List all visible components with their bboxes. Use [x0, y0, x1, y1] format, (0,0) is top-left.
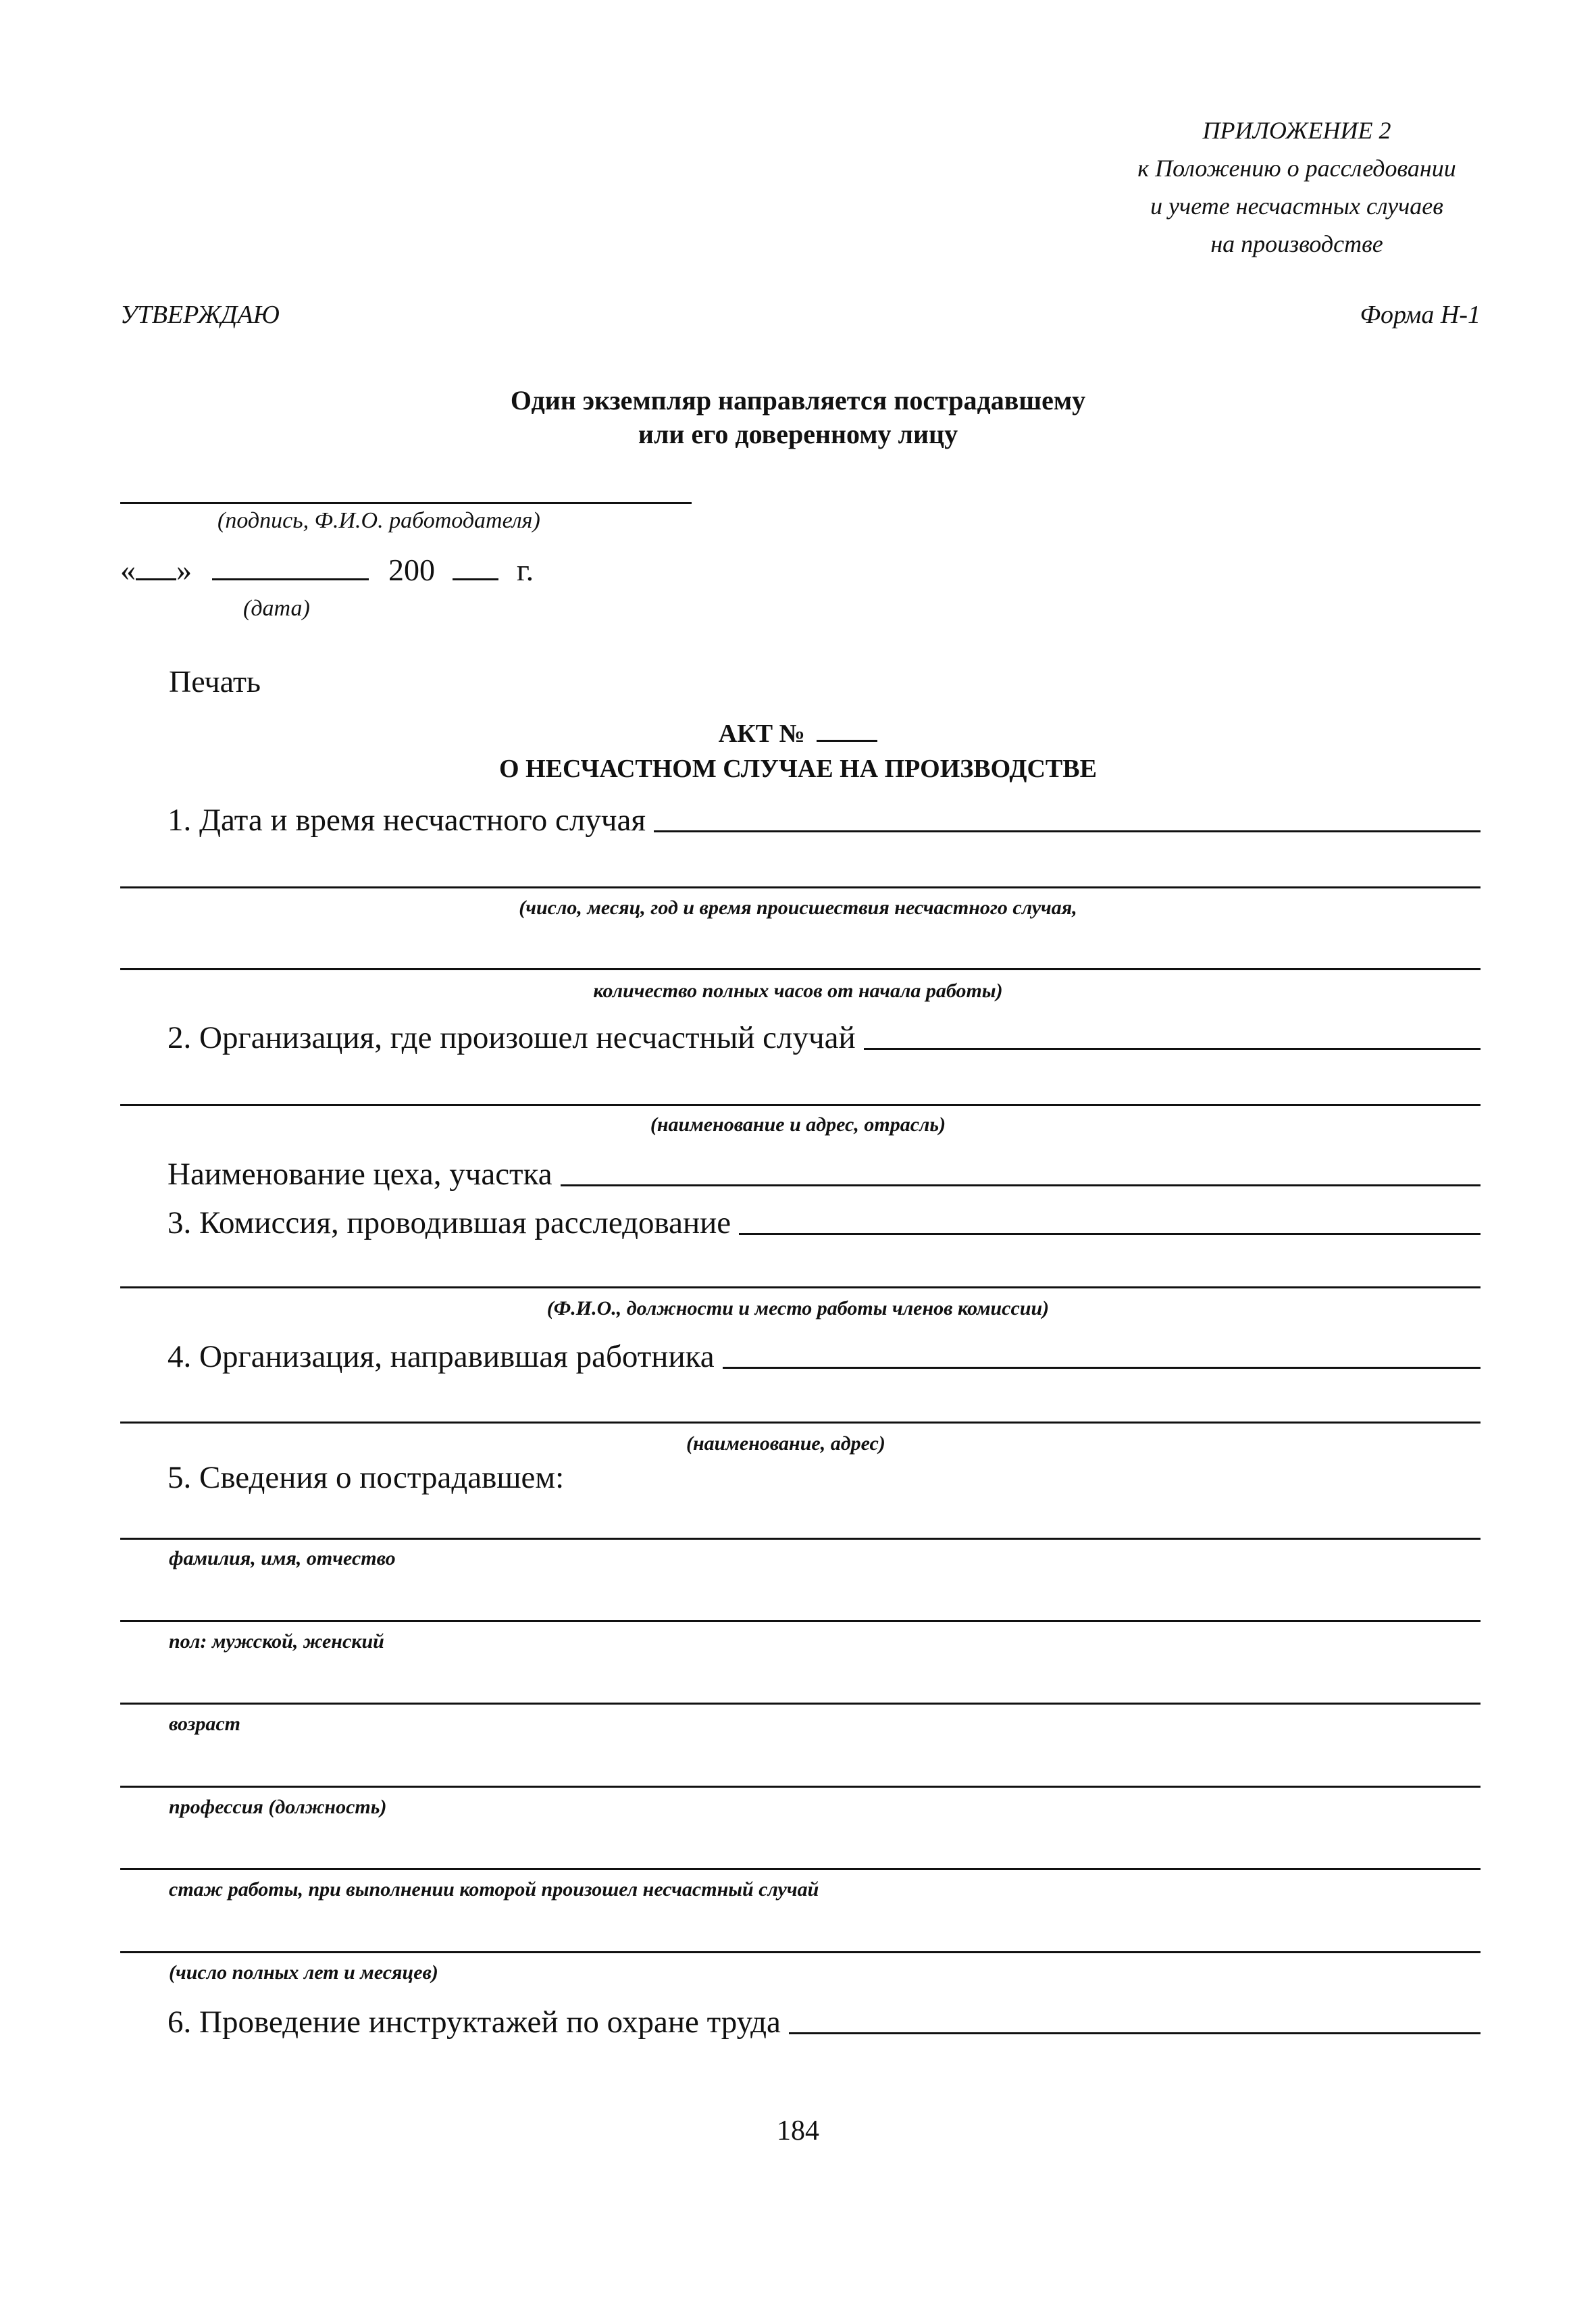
year-suffix: г. — [517, 553, 534, 587]
page-number: 184 — [777, 2115, 819, 2146]
act-number-label: АКТ № — [718, 720, 805, 748]
victim-years-line[interactable] — [120, 1951, 1481, 1953]
section3-extra-line[interactable] — [120, 1286, 1481, 1288]
month-field[interactable] — [212, 578, 369, 580]
victim-experience-line[interactable] — [120, 1868, 1481, 1870]
victim-sex-line[interactable] — [120, 1620, 1481, 1622]
section4-field[interactable] — [723, 1367, 1481, 1369]
section1-row — [168, 801, 1481, 839]
section1-field[interactable] — [654, 830, 1481, 832]
section1-extra-line[interactable] — [120, 886, 1481, 888]
date-line — [120, 551, 534, 589]
act-title — [0, 716, 1596, 786]
section2-field[interactable] — [864, 1048, 1481, 1050]
date-hint: (дата) — [243, 596, 310, 621]
day-field[interactable] — [136, 578, 176, 580]
section4-label: 4. Организация, направившая работника — [168, 1339, 715, 1374]
copy-note-line-2: или его доверенному лицу — [638, 419, 958, 449]
copy-note — [0, 384, 1596, 451]
copy-note-line-1: Один экземпляр направляется пострадавшему — [510, 385, 1086, 416]
section6-field[interactable] — [789, 2032, 1481, 2034]
approve-label: УТВЕРЖДАЮ — [120, 301, 280, 329]
victim-age-line[interactable] — [120, 1703, 1481, 1705]
date-close-quote: » — [176, 553, 192, 587]
act-number-line — [0, 716, 1596, 751]
act-title-line-2: О НЕСЧАСТНОМ СЛУЧАЕ НА ПРОИЗВОДСТВЕ — [499, 755, 1097, 783]
signature-hint: (подпись, Ф.И.О. работодателя) — [217, 508, 540, 533]
date-open-quote: « — [120, 553, 136, 587]
signature-line[interactable] — [120, 502, 692, 504]
victim-name-line[interactable] — [120, 1538, 1481, 1540]
appendix-line-3: и учете несчастных случаев — [1150, 193, 1443, 220]
appendix-line-4: на производстве — [1210, 230, 1383, 257]
victim-name-hint: фамилия, имя, отчество — [169, 1547, 396, 1569]
stamp-label: Печать — [169, 664, 261, 699]
victim-years-hint: (число полных лет и месяцев) — [169, 1961, 438, 1984]
victim-sex-hint: пол: мужской, женский — [169, 1630, 384, 1653]
victim-age-hint: возраст — [169, 1713, 240, 1735]
section4-row — [168, 1338, 1481, 1376]
section2-row — [168, 1019, 1481, 1057]
section4-hint: (наименование, адрес) — [686, 1432, 885, 1455]
section1-extra-line-2[interactable] — [120, 968, 1481, 970]
appendix-line-1: ПРИЛОЖЕНИЕ 2 — [1202, 117, 1391, 144]
section2-label: 2. Организация, где произошел несчастный случай — [168, 1020, 856, 1055]
section2-hint: (наименование и адрес, отрасль) — [650, 1113, 946, 1136]
appendix-line-2: к Положению о расследовании — [1137, 155, 1456, 182]
section1-hint-1: (число, месяц, год и время происшествия несчастного случая, — [519, 897, 1077, 919]
section6-row — [168, 2003, 1481, 2041]
section1-hint-2: количество полных часов от начала работы) — [593, 980, 1003, 1002]
section3-hint: (Ф.И.О., должности и место работы членов комиссии) — [546, 1297, 1050, 1319]
victim-profession-hint: профессия (должность) — [169, 1796, 387, 1818]
section3-field[interactable] — [739, 1233, 1481, 1235]
victim-profession-line[interactable] — [120, 1786, 1481, 1788]
section5-label: 5. Сведения о пострадавшем: — [168, 1460, 565, 1495]
victim-experience-hint: стаж работы, при выполнении которой произошел несчастный случай — [169, 1878, 819, 1901]
section3-row — [168, 1204, 1481, 1242]
section3-label: 3. Комиссия, проводившая расследование — [168, 1205, 731, 1240]
year-field[interactable] — [453, 578, 498, 580]
section2-sub-row — [168, 1155, 1481, 1193]
workshop-field[interactable] — [561, 1184, 1481, 1186]
section2-sub-label: Наименование цеха, участка — [168, 1157, 552, 1192]
year-prefix: 200 — [388, 553, 435, 587]
section4-extra-line[interactable] — [120, 1422, 1481, 1424]
act-number-field[interactable] — [817, 740, 877, 742]
form-label: Форма Н-1 — [1360, 301, 1481, 329]
appendix-header — [1081, 111, 1513, 263]
section1-label: 1. Дата и время несчастного случая — [168, 803, 646, 838]
section2-extra-line[interactable] — [120, 1104, 1481, 1106]
section6-label: 6. Проведение инструктажей по охране труда — [168, 2005, 781, 2040]
